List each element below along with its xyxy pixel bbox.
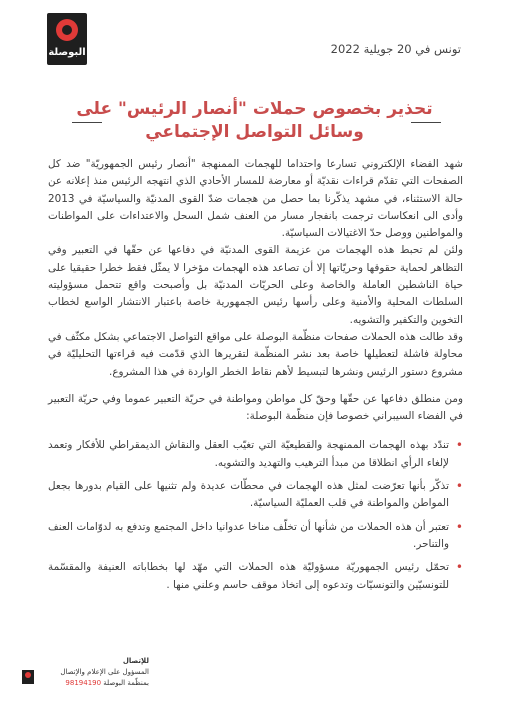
list-item: • تذكّر بأنها تعرّضت لمثل هذه الهجمات في محطّات عديدة ولم تثنيها على القيام بدورها بجعل المواطن والمواطنة في قلب العمليّة السياسيّة. <box>48 478 463 513</box>
paragraph: شهد الفضاء الإلكتروني تسارعا واحتداما للهجمات الممنهجة "أنصار رئيس الجمهوريّة" ضد كل الصفحات التي تقدّم قراءات نقديّة أو معارضة للمسار الأحادي الذي انتهجه الرئيس منذ إعلانه عن حالة الاستثناء، في مشهد يذكّرنا بما حصل من هجمات ضدّ القوى المدنيّة والسياسيّة في 2013 وأدى الى انعكاسات ترجمت بانفجار مسار من العنف شمل السحل والاعتداءات على المواطنات والمواطنين ووصل حدّ الاغتيالات السياسيّة. <box>48 158 463 240</box>
title-divider-left <box>72 122 102 123</box>
footer-contact <box>54 656 149 689</box>
title-line-2: وسائل التواصل الإجتماعي <box>145 122 364 142</box>
contact-line-2-text: بمنظّمة البوصلة <box>103 679 149 687</box>
paragraph: ومن منطلق دفاعها عن حقّها وحقّ كل مواطن ومواطنة في حريّة التعبير عموما وفي حريّة التعبير في الفضاء السيبراني خصوصا فإن منظّمة البوصلة: <box>48 392 463 423</box>
document-title <box>48 98 461 144</box>
brand-logo <box>47 13 87 65</box>
list-item: • تحمّل رئيس الجمهوريّة مسؤوليّة هذه الحملات التي مهّد لها بخطاباته العنيفة والمقسّمة للتونسيّين والتونسيّات وتدعوه إلى اتخاذ موقف حاسم وعلني منها . <box>48 559 463 594</box>
paragraph: وقد طالت هذه الحملات صفحات منظّمة البوصلة على مواقع التواصل الاجتماعي بشكل مكثّف في محاولة فاشلة لتعطيلها خاصة بعد نشر المنظّمة لتقريرها الذي قدّمت فيه قراءتها التحليليّة في مشروع دستور الرئيس ونشرها لتبسيط لأهم نقاط الخطر الواردة في هذا المشروع. <box>48 330 463 378</box>
compass-icon <box>56 19 78 41</box>
contact-line-1: المسؤول على الإعلام والإتصال <box>60 668 149 676</box>
footer-logo <box>22 670 34 684</box>
contact-phone[interactable]: 98194190 <box>65 679 102 687</box>
list-item: • تندّد بهذه الهجمات الممنهجة والقطيعيّة التي تغيّب العقل والنقاش الديمقراطي للأفكار وتعمد لإلغاء الرأي انطلاقا من مبدأ الترهيب والتهديد والتشويه. <box>48 437 463 472</box>
brand-logo-text: البوصلة <box>48 47 86 58</box>
demands-list <box>48 437 463 593</box>
contact-line-2 <box>54 678 149 689</box>
title-divider-right <box>411 122 441 123</box>
list-item: • تعتبر أن هذه الحملات من شأنها أن تخلّف مناخا عدوانيا داخل المجتمع وتدفع به لدوّامات العنف والتناحر. <box>48 519 463 554</box>
paragraph: ولئن لم تحبط هذه الهجمات من عزيمة القوى المدنيّة في دفاعها عن حقّها في التعبير وفي التظاهر لحماية حقوقها وحريّاتها إلا أن تصاعد هذه الهجمات مؤخرا لا يمثّل فقط خطرا حقيقيا على حياة الناشطين العاملة والخاصة وعلى الحريّات المدنيّة بل وأصبحت واقع تتحمل مسؤوليته السلطات المحلية والأمنية وعلى رأسها رئيس الجمهورية خاصة باعتبار الانتشار الواسع لخطاب التخوين والتكفير والتشويه. <box>48 244 463 326</box>
document-body <box>48 156 463 600</box>
document-date: تونس في 20 جويلية 2022 <box>330 42 461 56</box>
title-line-1: تحذير بخصوص حملات "أنصار الرئيس" على <box>76 99 433 119</box>
contact-heading: للإتصال <box>122 657 149 665</box>
